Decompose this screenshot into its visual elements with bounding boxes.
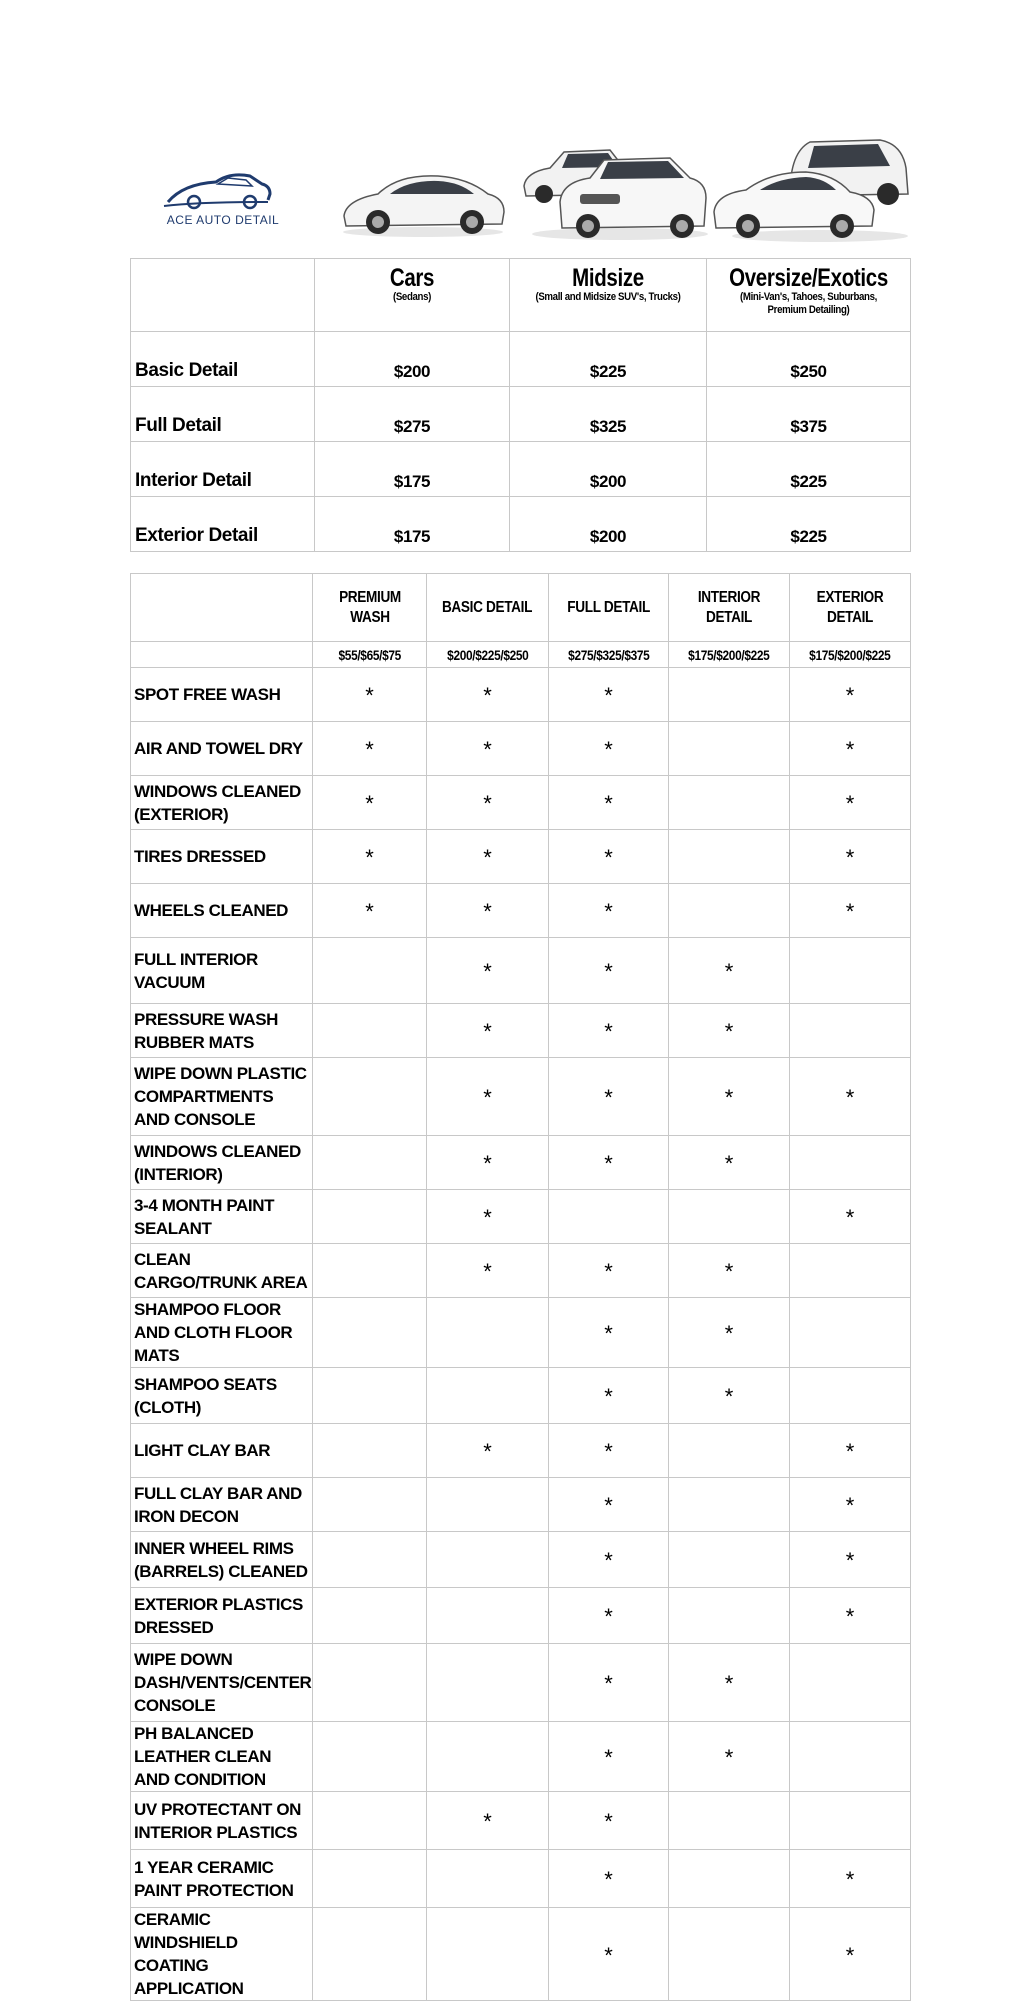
price-cell: $175 (315, 442, 510, 497)
package-price (669, 642, 790, 668)
included-star: * (549, 830, 669, 884)
package-name: BASIC DETAIL (442, 598, 533, 616)
included-star: * (427, 938, 549, 1004)
empty-cell (313, 1244, 427, 1298)
included-star: * (790, 884, 911, 938)
feature-name: EXTERIOR PLASTICS DRESSED (131, 1588, 313, 1644)
service-name: Full Detail (131, 387, 315, 442)
empty-cell (669, 776, 790, 830)
included-star: * (549, 1368, 669, 1424)
empty-cell (669, 1532, 790, 1588)
empty-cell (313, 1368, 427, 1424)
included-star: * (549, 776, 669, 830)
price-cell: $225 (707, 442, 911, 497)
included-star: * (549, 1478, 669, 1532)
empty-cell (790, 1004, 911, 1058)
package-name: INTERIOR DETAIL (697, 588, 761, 626)
package-basic-detail (427, 574, 549, 642)
included-star: * (427, 1792, 549, 1850)
empty-cell (669, 1424, 790, 1478)
included-star: * (549, 668, 669, 722)
empty-cell (313, 1850, 427, 1908)
midsize-suv-image (520, 142, 710, 242)
feature-name: PH BALANCED LEATHER CLEAN AND CONDITION (131, 1722, 313, 1792)
included-star: * (669, 1298, 790, 1368)
empty-cell (549, 1190, 669, 1244)
empty-cell (427, 1722, 549, 1792)
size-subtitle: (Small and Midsize SUV's, Trucks) (535, 291, 681, 303)
sedan-car-image (338, 160, 508, 240)
included-star: * (313, 776, 427, 830)
included-star: * (549, 884, 669, 938)
oversize-exotic-cars-image (710, 132, 910, 244)
included-star: * (790, 1424, 911, 1478)
included-star: * (790, 1058, 911, 1136)
empty-cell (790, 938, 911, 1004)
included-star: * (549, 722, 669, 776)
feature-row (131, 1850, 911, 1908)
feature-name: 3-4 MONTH PAINT SEALANT (131, 1190, 313, 1244)
feature-name: LIGHT CLAY BAR (131, 1424, 313, 1478)
empty-cell (313, 1478, 427, 1532)
included-star: * (790, 1908, 911, 2001)
feature-row (131, 1136, 911, 1190)
package-full-detail (549, 574, 669, 642)
included-star: * (549, 1298, 669, 1368)
included-star: * (549, 1644, 669, 1722)
included-star: * (790, 1850, 911, 1908)
empty-cell (427, 1908, 549, 2001)
feature-row (131, 1368, 911, 1424)
feature-name: FULL INTERIOR VACUUM (131, 938, 313, 1004)
included-star: * (790, 1190, 911, 1244)
feature-row (131, 1004, 911, 1058)
feature-name: UV PROTECTANT ON INTERIOR PLASTICS (131, 1792, 313, 1850)
package-name: PREMIUM WASH (338, 588, 401, 626)
price-cell: $275 (315, 387, 510, 442)
feature-name: INNER WHEEL RIMS (BARRELS) CLEANED (131, 1532, 313, 1588)
included-star: * (427, 1058, 549, 1136)
package-price (549, 642, 669, 668)
included-star: * (790, 830, 911, 884)
feature-name: WINDOWS CLEANED (EXTERIOR) (131, 776, 313, 830)
empty-cell (790, 1722, 911, 1792)
feature-name: PRESSURE WASH RUBBER MATS (131, 1004, 313, 1058)
feature-name: 1 YEAR CERAMIC PAINT PROTECTION (131, 1850, 313, 1908)
empty-cell (427, 1298, 549, 1368)
package-price-text: $275/$325/$375 (567, 646, 650, 663)
included-star: * (669, 1004, 790, 1058)
empty-cell (669, 1850, 790, 1908)
feature-row (131, 722, 911, 776)
package-price-text: $175/$200/$225 (688, 646, 770, 663)
package-price (313, 642, 427, 668)
included-star: * (427, 1190, 549, 1244)
feature-row (131, 1908, 911, 2001)
included-star: * (790, 776, 911, 830)
feature-name: WIPE DOWN PLASTIC COMPARTMENTS AND CONSOLE (131, 1058, 313, 1136)
included-star: * (549, 1850, 669, 1908)
included-star: * (427, 1424, 549, 1478)
feature-row (131, 668, 911, 722)
included-star: * (669, 1136, 790, 1190)
included-star: * (313, 884, 427, 938)
feature-row (131, 830, 911, 884)
package-interior-detail (669, 574, 790, 642)
feature-name: CLEAN CARGO/TRUNK AREA (131, 1244, 313, 1298)
empty-cell (790, 1244, 911, 1298)
feature-row (131, 1644, 911, 1722)
size-subtitle: (Mini-Van's, Tahoes, Suburbans, Premium Detailing) (740, 291, 877, 316)
feature-name: FULL CLAY BAR AND IRON DECON (131, 1478, 313, 1532)
feature-row (131, 1058, 911, 1136)
empty-cell (790, 1368, 911, 1424)
package-name: FULL DETAIL (567, 598, 650, 616)
included-star: * (313, 668, 427, 722)
price-cell: $200 (510, 442, 707, 497)
price-cell: $225 (707, 497, 911, 552)
empty-cell (313, 1004, 427, 1058)
feature-row (131, 1532, 911, 1588)
empty-cell (669, 1588, 790, 1644)
empty-cell (427, 1588, 549, 1644)
empty-cell (313, 1298, 427, 1368)
feature-row (131, 1478, 911, 1532)
included-star: * (549, 1722, 669, 1792)
included-star: * (427, 776, 549, 830)
included-star: * (313, 830, 427, 884)
included-star: * (790, 1478, 911, 1532)
empty-cell (669, 1478, 790, 1532)
price-cell: $175 (315, 497, 510, 552)
feature-name: WIPE DOWN DASH/VENTS/CENTER CONSOLE (131, 1644, 313, 1722)
empty-cell (669, 830, 790, 884)
service-name: Exterior Detail (131, 497, 315, 552)
package-price-text: $55/$65/$75 (338, 646, 401, 663)
included-star: * (549, 1532, 669, 1588)
included-star: * (427, 722, 549, 776)
package-price (790, 642, 911, 668)
empty-cell (427, 1850, 549, 1908)
price-cell: $200 (510, 497, 707, 552)
size-oversize-header (707, 259, 911, 332)
empty-cell (669, 1190, 790, 1244)
feature-name: TIRES DRESSED (131, 830, 313, 884)
empty-cell (790, 1298, 911, 1368)
feature-row (131, 1792, 911, 1850)
included-star: * (669, 1244, 790, 1298)
feature-row (131, 776, 911, 830)
empty-cell (313, 1058, 427, 1136)
included-star: * (549, 1136, 669, 1190)
logo-text: ACE AUTO DETAIL (166, 213, 280, 227)
feature-row (131, 1424, 911, 1478)
empty-cell (669, 722, 790, 776)
included-star: * (669, 1058, 790, 1136)
price-cell: $200 (315, 332, 510, 387)
size-subtitle: (Sedans) (392, 291, 432, 303)
blank-price-cell (131, 642, 313, 668)
price-cell: $225 (510, 332, 707, 387)
empty-cell (669, 1792, 790, 1850)
empty-cell (313, 1136, 427, 1190)
ace-auto-detail-logo (158, 162, 288, 232)
included-star: * (790, 668, 911, 722)
included-star: * (427, 1004, 549, 1058)
price-row (131, 332, 911, 387)
empty-cell (427, 1478, 549, 1532)
size-name: Midsize (572, 264, 644, 292)
empty-cell (313, 1190, 427, 1244)
empty-cell (313, 1588, 427, 1644)
feature-name: CERAMIC WINDSHIELD COATING APPLICATION (131, 1908, 313, 2001)
empty-cell (313, 938, 427, 1004)
included-star: * (549, 1792, 669, 1850)
blank-header-cell (131, 259, 315, 332)
feature-name: SHAMPOO SEATS (CLOTH) (131, 1368, 313, 1424)
package-price-row (131, 642, 911, 668)
price-by-size-table (130, 258, 911, 552)
included-star: * (549, 1588, 669, 1644)
included-star: * (669, 1368, 790, 1424)
price-cell: $325 (510, 387, 707, 442)
empty-cell (669, 668, 790, 722)
included-star: * (790, 1588, 911, 1644)
included-star: * (549, 1424, 669, 1478)
included-star: * (549, 1058, 669, 1136)
included-star: * (427, 830, 549, 884)
empty-cell (313, 1424, 427, 1478)
included-star: * (427, 884, 549, 938)
included-star: * (790, 722, 911, 776)
size-name: Oversize/Exotics (729, 264, 888, 292)
included-star: * (549, 1908, 669, 2001)
feature-row (131, 938, 911, 1004)
price-cell: $375 (707, 387, 911, 442)
empty-cell (790, 1644, 911, 1722)
included-star: * (313, 722, 427, 776)
included-star: * (549, 938, 669, 1004)
included-star: * (427, 668, 549, 722)
price-row (131, 387, 911, 442)
feature-row (131, 1588, 911, 1644)
package-exterior-detail (790, 574, 911, 642)
feature-name: SPOT FREE WASH (131, 668, 313, 722)
feature-row (131, 1722, 911, 1792)
empty-cell (427, 1368, 549, 1424)
included-star: * (790, 1532, 911, 1588)
package-header-row (131, 574, 911, 642)
feature-name: WHEELS CLEANED (131, 884, 313, 938)
empty-cell (669, 1908, 790, 2001)
price-table-header (131, 259, 911, 332)
included-star: * (669, 938, 790, 1004)
included-star: * (669, 1722, 790, 1792)
feature-name: AIR AND TOWEL DRY (131, 722, 313, 776)
included-star: * (549, 1004, 669, 1058)
feature-name: WINDOWS CLEANED (INTERIOR) (131, 1136, 313, 1190)
included-star: * (427, 1136, 549, 1190)
included-star: * (669, 1644, 790, 1722)
package-price (427, 642, 549, 668)
size-cars-header (315, 259, 510, 332)
empty-cell (427, 1532, 549, 1588)
price-row (131, 497, 911, 552)
feature-name: SHAMPOO FLOOR AND CLOTH FLOOR MATS (131, 1298, 313, 1368)
package-premium-wash (313, 574, 427, 642)
empty-cell (313, 1722, 427, 1792)
empty-cell (790, 1136, 911, 1190)
price-cell: $250 (707, 332, 911, 387)
price-row (131, 442, 911, 497)
service-name: Basic Detail (131, 332, 315, 387)
empty-cell (427, 1644, 549, 1722)
package-name: EXTERIOR DETAIL (816, 588, 884, 626)
empty-cell (669, 884, 790, 938)
feature-row (131, 1298, 911, 1368)
empty-cell (313, 1908, 427, 2001)
included-star: * (549, 1244, 669, 1298)
feature-row (131, 1244, 911, 1298)
empty-cell (313, 1644, 427, 1722)
package-price-text: $200/$225/$250 (446, 646, 529, 663)
package-price-text: $175/$200/$225 (809, 646, 891, 663)
included-star: * (427, 1244, 549, 1298)
size-name: Cars (389, 264, 435, 292)
empty-cell (313, 1532, 427, 1588)
feature-row (131, 884, 911, 938)
service-name: Interior Detail (131, 442, 315, 497)
empty-cell (313, 1792, 427, 1850)
package-features-table (130, 573, 911, 2001)
size-midsize-header (510, 259, 707, 332)
blank-header-cell (131, 574, 313, 642)
empty-cell (790, 1792, 911, 1850)
feature-row (131, 1190, 911, 1244)
